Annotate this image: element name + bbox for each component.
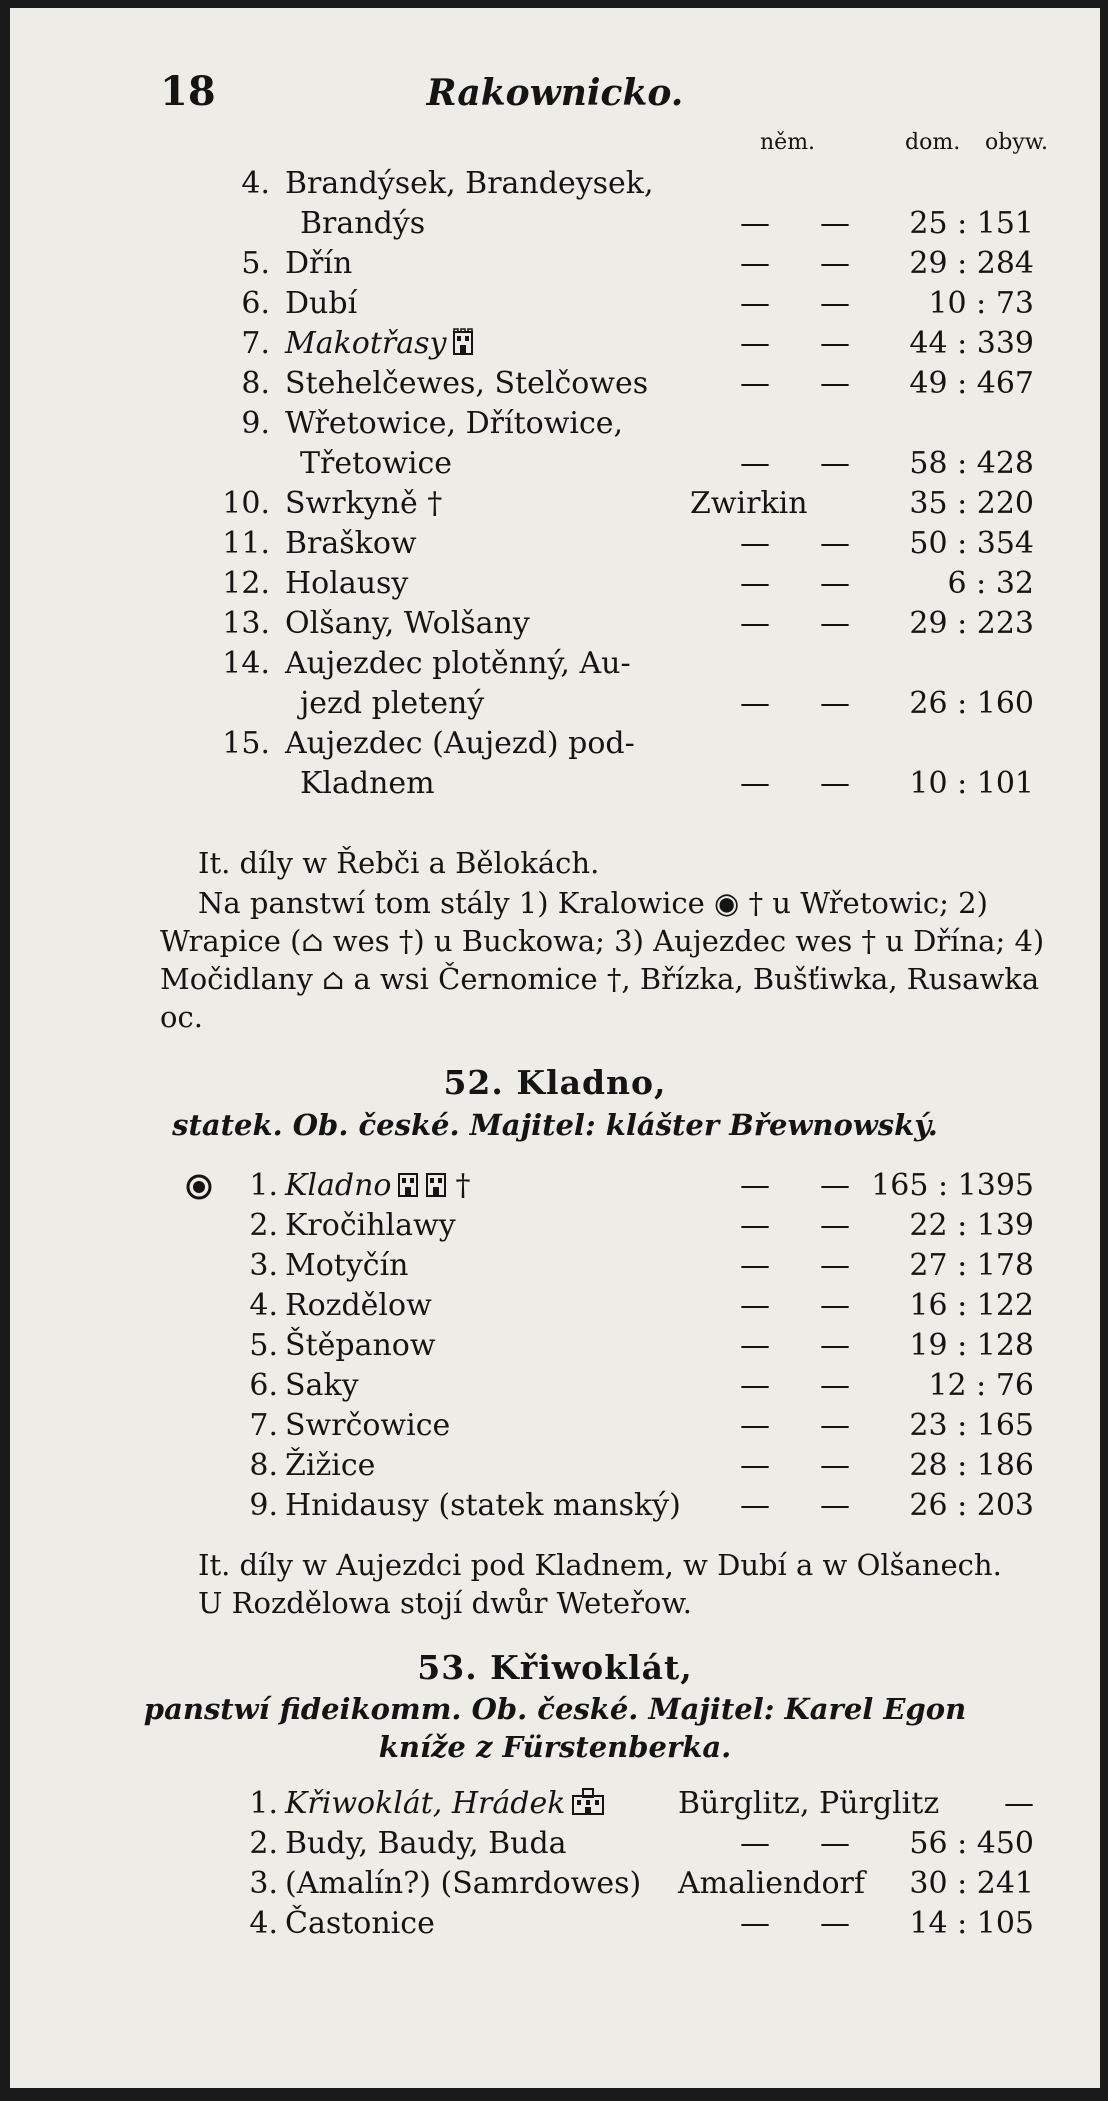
house-population: 50 : 354 — [909, 526, 1034, 561]
castle-icon — [452, 328, 474, 356]
place-name: Swrkyně † — [285, 486, 443, 521]
dash: — — [820, 1248, 850, 1283]
place-name: Dřín — [285, 246, 353, 281]
list-item — [10, 486, 1100, 526]
note: It. díly w Aujezdci pod Kladnem, w Dubí a w Olšanech. — [198, 1548, 1002, 1582]
dash: — — [820, 1448, 850, 1483]
place-name: Braškow — [285, 526, 417, 561]
house-population: 29 : 223 — [909, 606, 1034, 641]
item-number: 4. — [249, 1288, 278, 1323]
list-item — [10, 1208, 1100, 1248]
place-name: Holausy — [285, 566, 409, 601]
column-headers — [10, 130, 1100, 160]
house-population: 44 : 339 — [909, 326, 1034, 361]
castle-icon — [571, 1788, 605, 1816]
place-name: (Amalín?) (Samrdowes) — [285, 1866, 642, 1901]
list-item — [10, 1826, 1100, 1866]
item-number: 10. — [222, 486, 270, 521]
dash: — — [820, 1288, 850, 1323]
item-number: 3. — [249, 1248, 278, 1283]
dash: — — [740, 606, 770, 641]
dash: — — [820, 206, 850, 241]
place-name: Swrčowice — [285, 1408, 451, 1443]
place-name-text: Makotřasy — [285, 326, 447, 361]
dash: — — [740, 1248, 770, 1283]
section-title: 52. Kladno, — [443, 1063, 667, 1102]
place-name: Saky — [285, 1368, 359, 1403]
list-item — [10, 566, 1100, 606]
place-name: Štěpanow — [285, 1328, 436, 1363]
place-name: Motyčín — [285, 1248, 409, 1283]
place-name-text: Kladno — [285, 1168, 392, 1203]
list-item — [10, 766, 1100, 806]
dash: — — [820, 1826, 850, 1861]
dash: — — [740, 1488, 770, 1523]
item-number: 11. — [222, 526, 270, 561]
item-number: 2. — [249, 1208, 278, 1243]
item-number: 5. — [249, 1328, 278, 1363]
item-number: 9. — [249, 1488, 278, 1523]
dash: — — [820, 1168, 850, 1203]
page-number: 18 — [160, 68, 216, 115]
place-name: Rozdělow — [285, 1288, 432, 1323]
section-subtitle: panstwí fideikomm. Ob. české. Majitel: Karel Egon — [143, 1692, 967, 1726]
list-item — [10, 646, 1100, 686]
list-item — [10, 1248, 1100, 1288]
house-population: 30 : 241 — [909, 1866, 1034, 1901]
item-number: 13. — [222, 606, 270, 641]
place-name: Brandýs — [300, 206, 426, 241]
list-item — [10, 1448, 1100, 1488]
house-population: 27 : 178 — [909, 1248, 1034, 1283]
house-population: 56 : 450 — [909, 1826, 1034, 1861]
place-name: Wřetowice, Dřítowice, — [285, 406, 624, 441]
list-item — [10, 686, 1100, 726]
column-obyw: obyw. — [985, 130, 1048, 155]
house-population: 10 : 73 — [928, 286, 1034, 321]
dash: — — [740, 526, 770, 561]
item-number: 6. — [241, 286, 270, 321]
page-header — [10, 68, 1100, 128]
dash: — — [820, 1488, 850, 1523]
book-page — [10, 8, 1100, 2088]
item-number: 14. — [222, 646, 270, 681]
list-item — [10, 206, 1100, 246]
item-number: 7. — [241, 326, 270, 361]
place-name: Stehelčewes, Stelčowes — [285, 366, 649, 401]
section-subtitle: statek. Ob. české. Majitel: klášter Břewnowský. — [172, 1108, 938, 1142]
place-name: jezd pletený — [300, 686, 485, 721]
list-item — [10, 526, 1100, 566]
place-name: Třetowice — [300, 446, 453, 481]
house-population: 25 : 151 — [909, 206, 1034, 241]
dash: — — [740, 1208, 770, 1243]
dash: — — [740, 366, 770, 401]
item-number: 15. — [222, 726, 270, 761]
list-item — [10, 1168, 1100, 1208]
dash: — — [820, 246, 850, 281]
house-population: 23 : 165 — [909, 1408, 1034, 1443]
dash: — — [820, 1906, 850, 1941]
house-population: 49 : 467 — [909, 366, 1034, 401]
dash: — — [1004, 1786, 1034, 1821]
house-population: 28 : 186 — [909, 1448, 1034, 1483]
list-item — [10, 1288, 1100, 1328]
dash: — — [820, 1408, 850, 1443]
house-population: 6 : 32 — [947, 566, 1034, 601]
dash: — — [740, 766, 770, 801]
house-population: 26 : 203 — [909, 1488, 1034, 1523]
paragraph: Na panstwí tom stály 1) Kralowice ◉ † u Wřetowic; 2) Wrapice (⌂ wes †) u Buckowa; 3) Aujezdec wes † u Dřína; 4) Močidlany ⌂ a wsi Černomice †, Břízka, Bušťiwka, Rusawka oc. — [160, 886, 1045, 1034]
item-number: 12. — [222, 566, 270, 601]
german-name: Zwirkin — [690, 486, 808, 521]
list-item — [10, 286, 1100, 326]
item-number: 8. — [241, 366, 270, 401]
place-name: Budy, Baudy, Buda — [285, 1826, 567, 1861]
house-population: 10 : 101 — [909, 766, 1034, 801]
house-population: 29 : 284 — [909, 246, 1034, 281]
dash: — — [740, 1906, 770, 1941]
list-item — [10, 1408, 1100, 1448]
list-item — [10, 446, 1100, 486]
place-name: Žižice — [285, 1448, 376, 1483]
place-name: Brandýsek, Brandeysek, — [285, 166, 654, 201]
place-name: Dubí — [285, 286, 358, 321]
column-dom: dom. — [905, 130, 961, 155]
section-subtitle: kníže z Fürstenberka. — [378, 1730, 732, 1764]
item-number: 2. — [249, 1826, 278, 1861]
item-number: 7. — [249, 1408, 278, 1443]
column-nem: něm. — [760, 130, 816, 155]
place-name — [285, 1168, 470, 1203]
castle-icon — [425, 1170, 447, 1198]
place-name — [285, 326, 474, 361]
page-title: Rakownicko. — [426, 72, 684, 114]
list-item — [10, 166, 1100, 206]
list-item — [10, 1866, 1100, 1906]
section-title: 53. Křiwoklát, — [417, 1648, 693, 1687]
note: U Rozdělowa stojí dwůr Weteřow. — [198, 1586, 692, 1620]
house-population: 35 : 220 — [909, 486, 1034, 521]
item-number: 6. — [249, 1368, 278, 1403]
list-item — [10, 606, 1100, 646]
german-name: Amaliendorf — [678, 1866, 865, 1901]
place-name: Aujezdec (Aujezd) pod- — [285, 726, 635, 761]
dash: — — [740, 686, 770, 721]
german-name: Bürglitz, Pürglitz — [678, 1786, 940, 1821]
item-number: 8. — [249, 1448, 278, 1483]
dash: — — [820, 766, 850, 801]
item-number: 4. — [249, 1906, 278, 1941]
dash: — — [740, 1448, 770, 1483]
place-name: Olšany, Wolšany — [285, 606, 530, 641]
dash: — — [820, 366, 850, 401]
dash: — — [820, 446, 850, 481]
place-name: Aujezdec plotěnný, Au- — [285, 646, 631, 681]
item-number: 3. — [249, 1866, 278, 1901]
house-population: 16 : 122 — [909, 1288, 1034, 1323]
dash: — — [740, 206, 770, 241]
place-name — [285, 1786, 605, 1821]
dash: — — [740, 246, 770, 281]
house-population: 58 : 428 — [909, 446, 1034, 481]
house-population: 22 : 139 — [909, 1208, 1034, 1243]
house-population: 14 : 105 — [909, 1906, 1034, 1941]
dash: — — [740, 1826, 770, 1861]
list-item — [10, 1906, 1100, 1946]
item-number: 9. — [241, 406, 270, 441]
list-item — [10, 1786, 1100, 1826]
item-number: 1. — [249, 1786, 278, 1821]
dash: — — [740, 1368, 770, 1403]
item-number: 5. — [241, 246, 270, 281]
list-item — [10, 366, 1100, 406]
dash: — — [740, 1408, 770, 1443]
list-item — [10, 726, 1100, 766]
castle-icon — [397, 1170, 419, 1198]
list-item — [10, 326, 1100, 366]
note: It. díly w Řebči a Bělokách. — [198, 846, 600, 880]
place-name: Hnidausy (statek manský) — [285, 1488, 681, 1523]
place-name-text: Křiwoklát, Hrádek — [285, 1786, 566, 1821]
dash: — — [820, 1328, 850, 1363]
house-population: 165 : 1395 — [871, 1168, 1034, 1203]
list-item — [10, 1488, 1100, 1528]
dash: — — [820, 526, 850, 561]
dash: — — [740, 1168, 770, 1203]
item-number: 1. — [249, 1168, 278, 1203]
place-name: Častonice — [285, 1906, 435, 1941]
dash: — — [740, 326, 770, 361]
house-population: 12 : 76 — [928, 1368, 1034, 1403]
dash: — — [740, 1288, 770, 1323]
dash: — — [820, 1208, 850, 1243]
dash: — — [740, 1328, 770, 1363]
dash: — — [820, 1368, 850, 1403]
house-population: 26 : 160 — [909, 686, 1034, 721]
dash: — — [820, 566, 850, 601]
list-item — [10, 1328, 1100, 1368]
cross-icon: † — [455, 1168, 471, 1203]
list-item — [10, 246, 1100, 286]
dash: — — [740, 286, 770, 321]
dash: — — [820, 326, 850, 361]
list-item — [10, 406, 1100, 446]
item-number: 4. — [241, 166, 270, 201]
dash: — — [820, 686, 850, 721]
dash: — — [820, 606, 850, 641]
place-name: Kladnem — [300, 766, 435, 801]
list-item — [10, 1368, 1100, 1408]
place-name: Kročihlawy — [285, 1208, 456, 1243]
dash: — — [740, 446, 770, 481]
dash: — — [740, 566, 770, 601]
dash: — — [820, 286, 850, 321]
house-population: 19 : 128 — [909, 1328, 1034, 1363]
